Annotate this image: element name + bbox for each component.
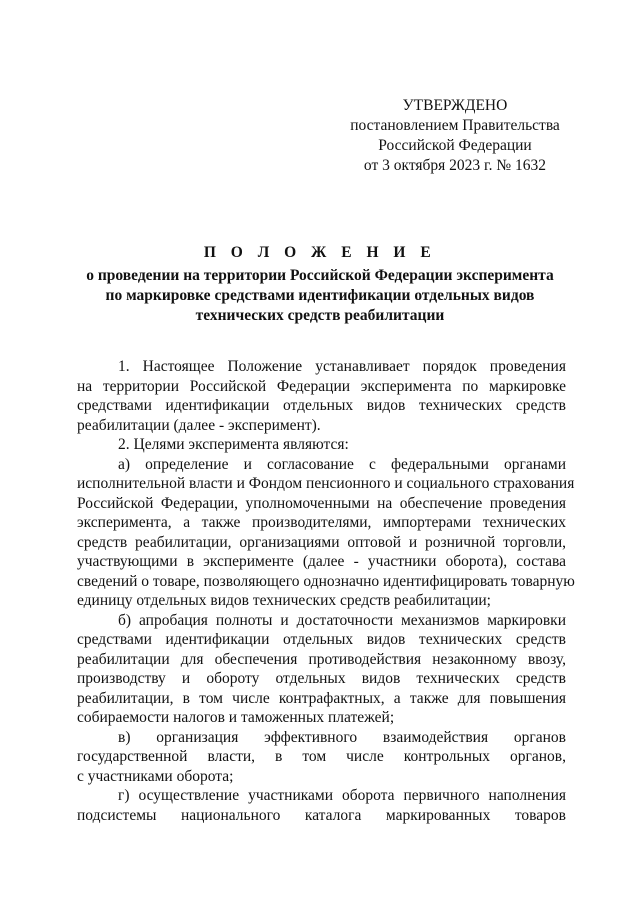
- paragraph-1-line: на территории Российской Федерации эксперимента по маркировке: [77, 377, 566, 395]
- subtitle-line: по маркировке средствами идентификации отдельных видов: [105, 287, 535, 304]
- item-v-line: в) организация эффективного взаимодействия органов: [118, 728, 566, 746]
- approval-stamp: [330, 96, 580, 176]
- item-a-line: средств реабилитации, организациями оптовой и розничной торговли,: [77, 533, 566, 551]
- subtitle-line: технических средств реабилитации: [195, 307, 445, 324]
- subtitle-line: о проведении на территории Российской Федерации эксперимента: [86, 267, 554, 284]
- paragraph-1-line: 1. Настоящее Положение устанавливает порядок проведения: [118, 358, 566, 375]
- item-b-line: средствами идентификации отдельных видов технических средств: [77, 631, 566, 648]
- item-b-line: реабилитации для обеспечения противодействия незаконному ввозу,: [77, 650, 566, 668]
- approval-date: от 3 октября 2023 г. № 1632: [363, 157, 547, 174]
- paragraph-1-line: средствами идентификации отдельных видов технических средств: [77, 397, 566, 414]
- item-a-line: исполнительной власти и Фондом пенсионного и социального страхования: [77, 475, 575, 492]
- approval-line: постановлением Правительства: [350, 117, 560, 134]
- document-subtitle: [60, 266, 580, 326]
- item-a-line: Российской Федерации, уполномоченными на обеспечение проведения: [77, 494, 566, 512]
- item-a-line: а) определение и согласование с федеральными органами: [118, 455, 566, 473]
- item-a-line: единицу отдельных видов технических средств реабилитации;: [77, 592, 491, 609]
- item-g-line: г) осуществление участниками оборота первичного наполнения: [118, 787, 566, 804]
- item-g-line: подсистемы национального каталога маркированных товаров: [77, 806, 566, 824]
- document-body: [77, 357, 575, 825]
- paragraph-2-line: 2. Целями эксперимента являются:: [118, 436, 349, 453]
- item-v-line: государственной власти, в том числе контрольных органов,: [77, 748, 566, 765]
- item-b-line: производству и обороту отдельных видов технических средств: [77, 670, 566, 687]
- item-v-line: с участниками оборота;: [77, 767, 234, 785]
- item-b-line: б) апробация полноты и достаточности механизмов маркировки: [118, 611, 566, 629]
- paragraph-1-line: реабилитации (далее - эксперимент).: [77, 416, 321, 434]
- item-a-line: сведений о товаре, позволяющего однозначно идентифицировать товарную: [77, 572, 575, 590]
- item-a-line: участвующими в эксперименте (далее - участники оборота), состава: [77, 553, 566, 570]
- approval-line: Российской Федерации: [378, 137, 532, 154]
- item-b-line: собираемости налогов и таможенных платежей;: [77, 709, 395, 726]
- approval-heading: УТВЕРЖДЕНО: [402, 97, 508, 114]
- document-title: П О Л О Ж Е Н И Е: [203, 244, 437, 261]
- item-a-line: эксперимента, а также производителями, импортерами технических: [77, 514, 566, 531]
- item-b-line: реабилитации, в том числе контрафактных, а также для повышения: [77, 689, 566, 707]
